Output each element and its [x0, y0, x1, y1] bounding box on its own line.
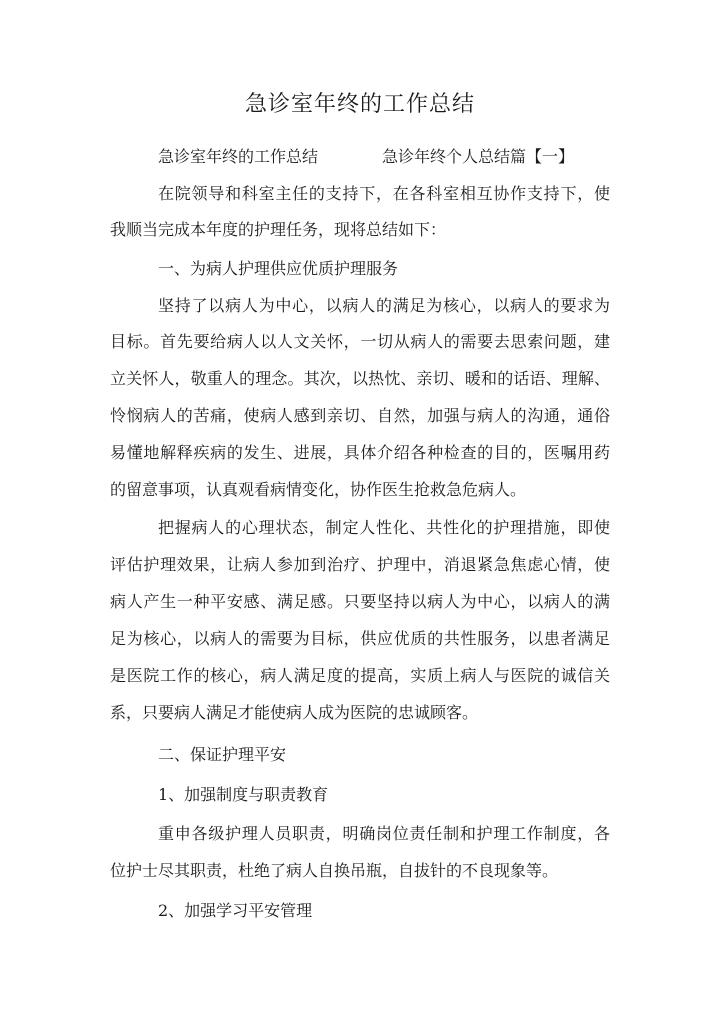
paragraph-line: 足为核心，以病人的需要为目标，供应优质的共性服务，以患者满足 [110, 629, 610, 648]
paragraph-line: 系，只要病人满足才能使病人成为医院的忠诚顾客。 [110, 703, 479, 722]
subsection-heading: 2、加强学习平安管理 [158, 901, 313, 920]
paragraph-line: 把握病人的心理状态，制定人性化、共性化的护理措施，即使 [158, 518, 610, 537]
paragraph-line: 是医院工作的核心，病人满足度的提高，实质上病人与医院的诚信关 [110, 666, 610, 685]
subtitle-right: 急诊年终个人总结篇【一】 [382, 147, 575, 166]
paragraph-line: 目标。首先要给病人以人文关怀，一切从病人的需要去思索问题，建 [110, 332, 610, 351]
paragraph-line: 重申各级护理人员职责，明确岗位责任制和护理工作制度，各 [158, 824, 610, 843]
paragraph-line: 位护士尽其职责，杜绝了病人自换吊瓶，自拔针的不良现象等。 [110, 861, 559, 880]
section-heading: 二、保证护理平安 [158, 745, 287, 764]
document-title: 急诊室年终的工作总结 [244, 92, 475, 117]
paragraph-line: 易懂地解释疾病的发生、进展，具体介绍各种检查的目的，医嘱用药 [110, 443, 610, 462]
subtitle-left: 急诊室年终的工作总结 [158, 147, 319, 166]
paragraph-line: 我顺当完成本年度的护理任务，现将总结如下： [110, 220, 447, 239]
paragraph-line: 立关怀人，敬重人的理念。其次，以热忱、亲切、暖和的话语、理解、 [110, 369, 610, 388]
paragraph-line: 怜悯病人的苦痛，使病人感到亲切、自然，加强与病人的沟通，通俗 [110, 406, 610, 425]
paragraph-line: 在院领导和科室主任的支持下，在各科室相互协作支持下，使 [158, 184, 610, 203]
paragraph-line: 病人产生一种平安感、满足感。只要坚持以病人为中心，以病人的满 [110, 592, 610, 611]
subsection-heading: 1、加强制度与职责教育 [158, 785, 329, 804]
paragraph-line: 坚持了以病人为中心，以病人的满足为核心，以病人的要求为 [158, 296, 610, 315]
section-heading: 一、为病人护理供应优质护理服务 [158, 259, 399, 278]
paragraph-line: 的留意事项，认真观看病情变化，协作医生抢救急危病人。 [110, 480, 527, 499]
paragraph-line: 评估护理效果，让病人参加到治疗、护理中，消退紧急焦虑心情，使 [110, 555, 610, 574]
